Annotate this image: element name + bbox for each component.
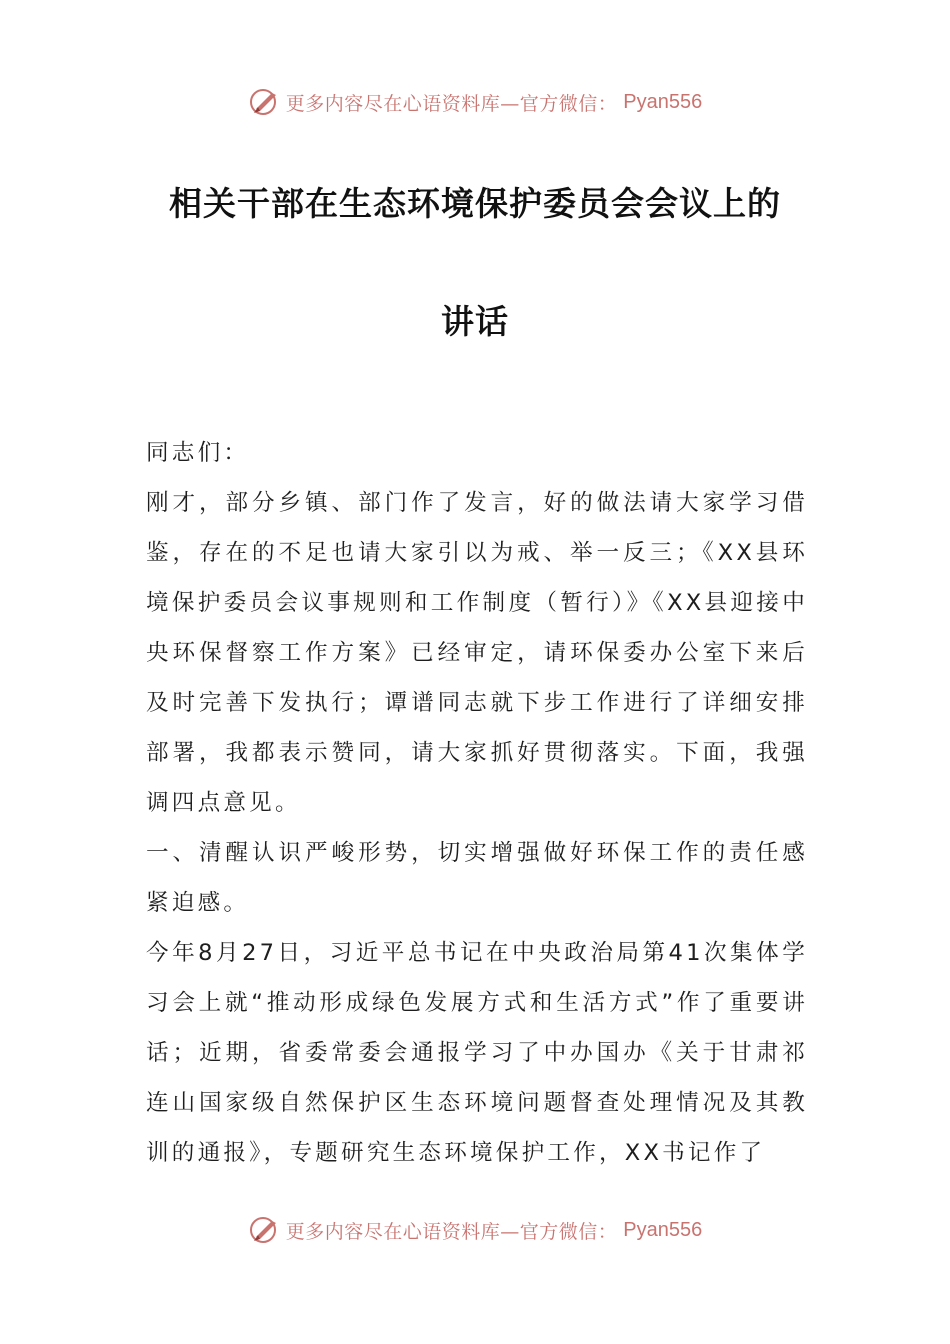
watermark-wechat-id: Pyan556 — [623, 90, 703, 113]
document-title-line2: 讲话 — [441, 302, 509, 341]
footer-watermark — [0, 1210, 950, 1250]
paragraph-2: 今年8月27日，习近平总书记在中央政治局第41次集体学习会上就“推动形成绿色发展方式和生活方式”作了重要讲话；近期，省委常委会通报学习了中办国办《关于甘肃祁连山国家级自然保护区生态环境问题督查处理情况及其教训的通报》，专题研究生态环境保护工作，XX书记作了 — [146, 940, 808, 1166]
pen-logo-icon — [248, 1213, 282, 1247]
watermark-wechat-id: Pyan556 — [623, 1218, 703, 1241]
document-title-line1: 相关干部在生态环境保护委员会会议上的 — [169, 184, 781, 223]
salutation: 同志们： — [146, 440, 250, 466]
pen-logo-icon — [248, 85, 282, 119]
paragraph-1: 刚才，部分乡镇、部门作了发言，好的做法请大家学习借鉴，存在的不足也请大家引以为戒、举一反三；《XX县环境保护委员会议事规则和工作制度（暂行）》《XX县迎接中央环保督察工作方案》已经审定，请环保委办公室下来后及时完善下发执行；谭谱同志就下步工作进行了详细安排部署，我都表示赞同，请大家抓好贯彻落实。下面，我强调四点意见。 — [146, 490, 808, 816]
header-watermark — [0, 82, 950, 122]
document-body — [146, 428, 808, 1178]
section-heading-1: 一、清醒认识严峻形势，切实增强做好环保工作的责任感紧迫感。 — [146, 840, 808, 916]
watermark-text: 更多内容尽在心语资料库—官方微信： — [285, 1220, 618, 1243]
watermark-text: 更多内容尽在心语资料库—官方微信： — [285, 92, 618, 115]
